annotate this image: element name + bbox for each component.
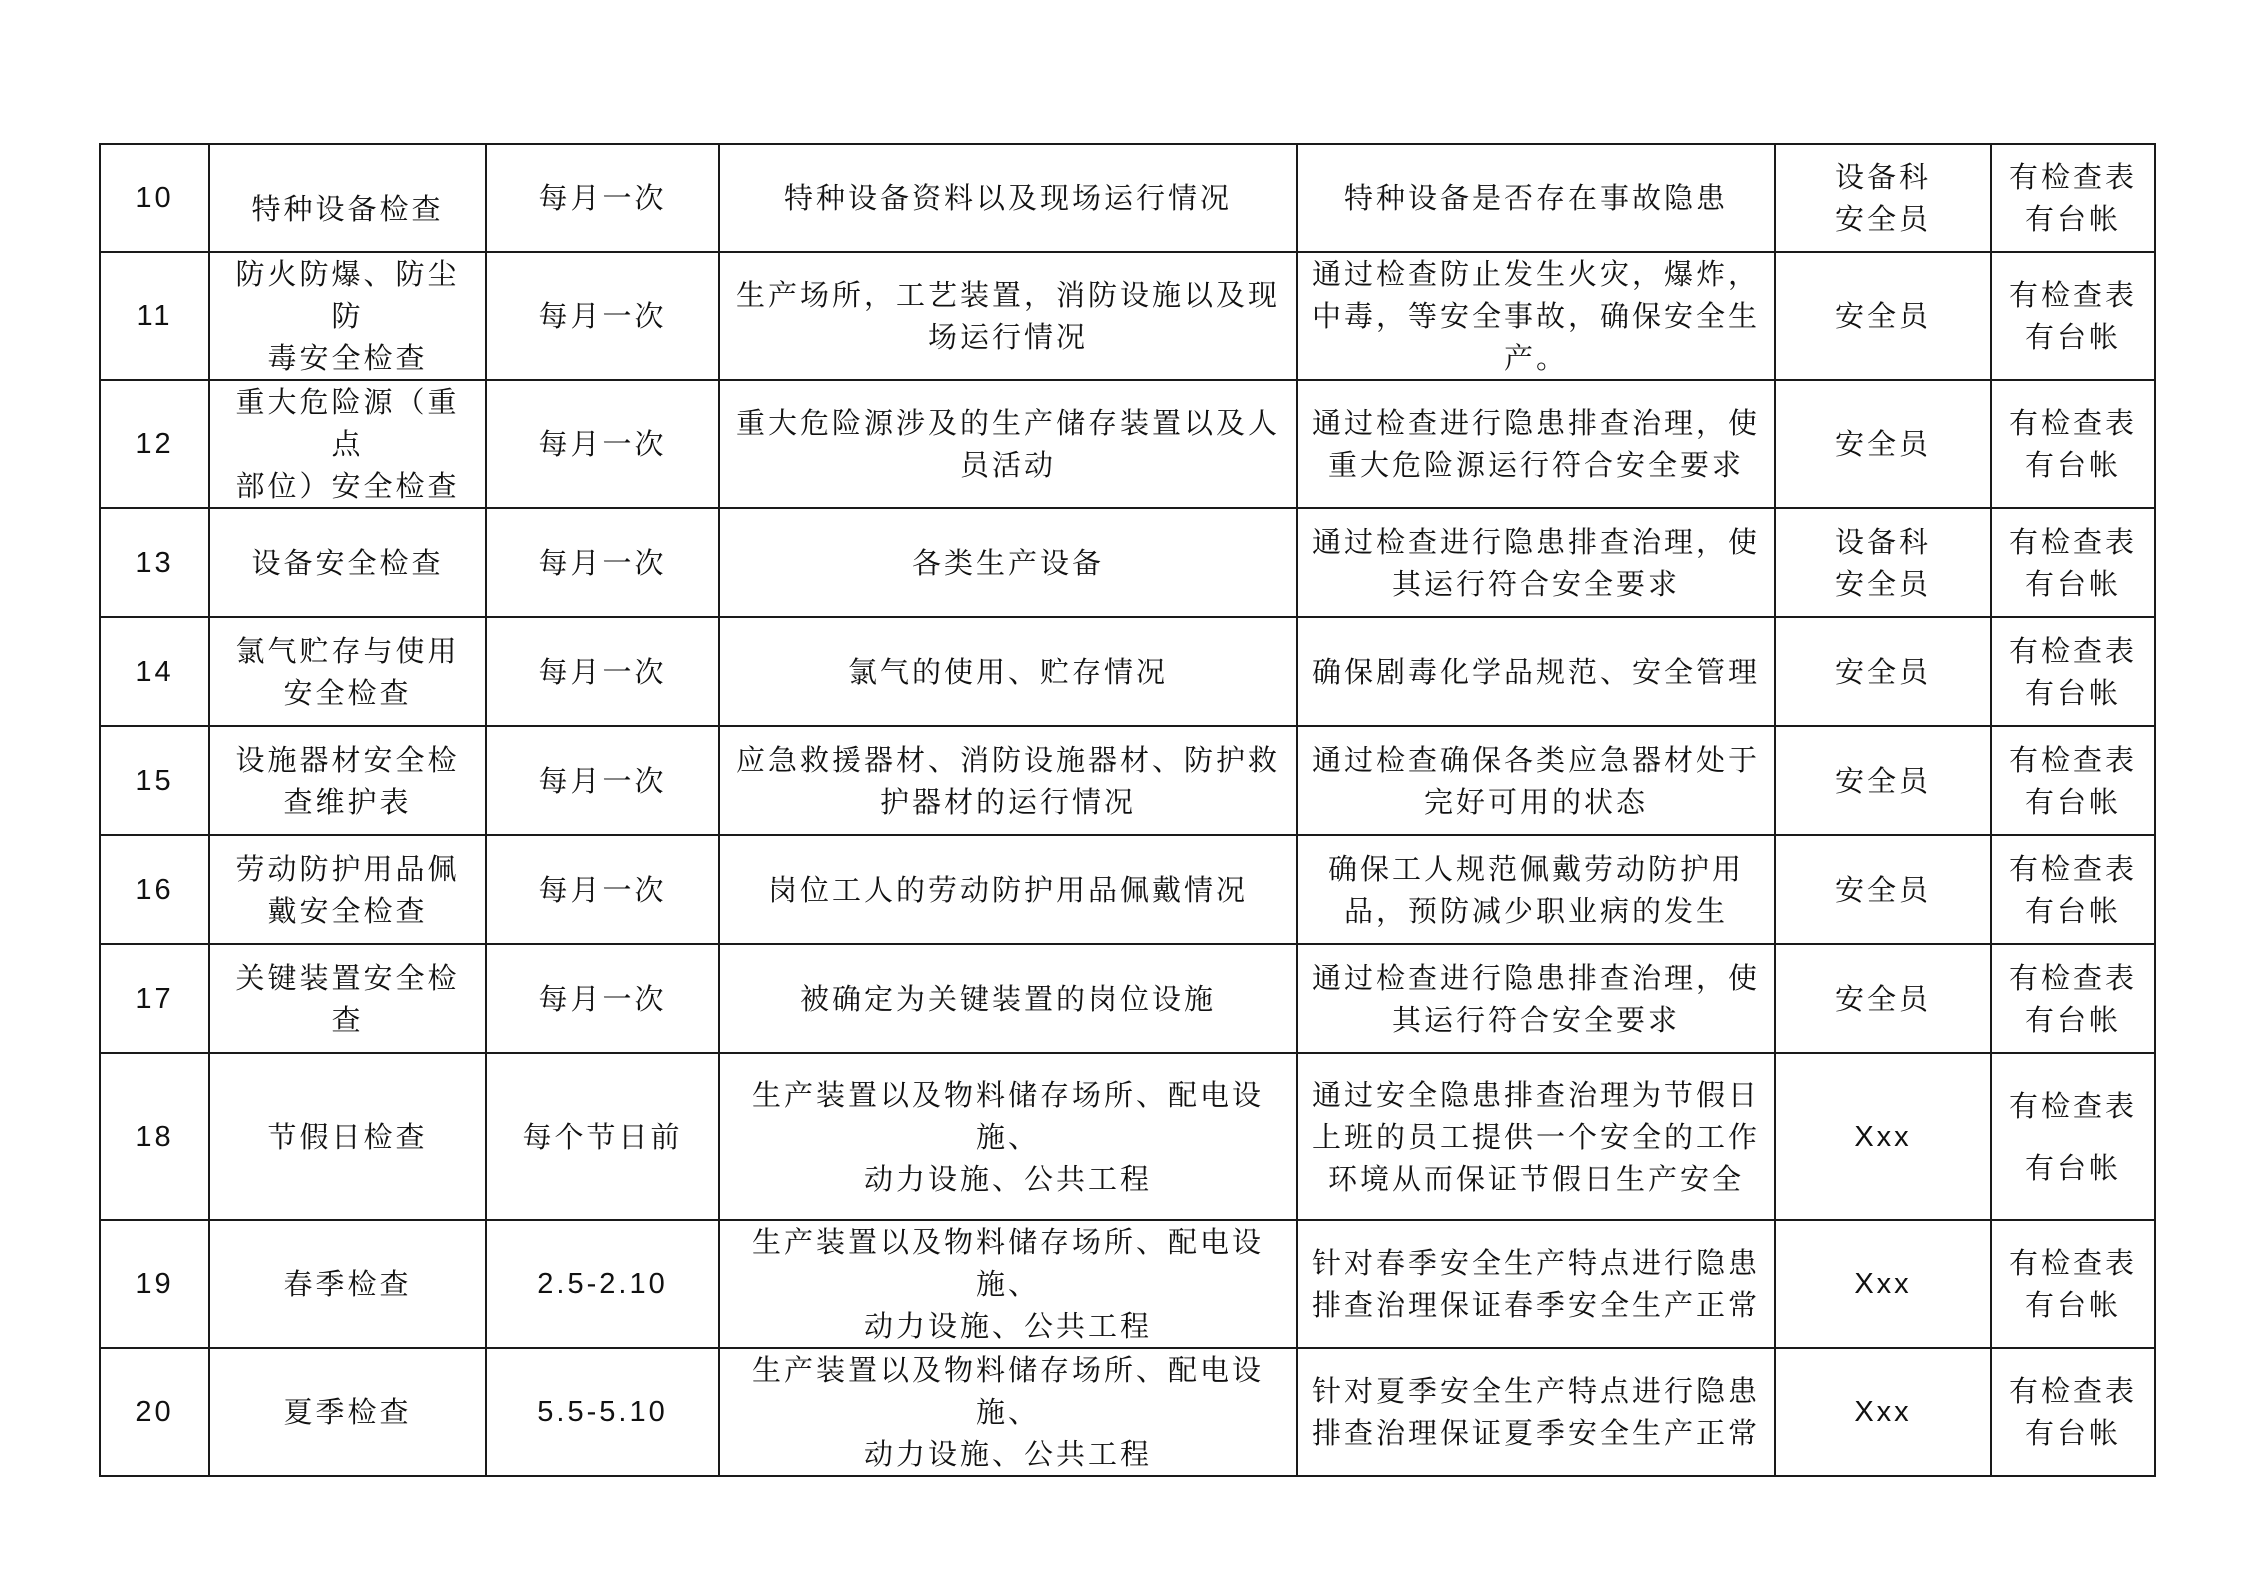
frequency-cell: 每月一次 <box>486 380 719 508</box>
table-row <box>100 1348 2155 1476</box>
row-number-cell: 14 <box>100 617 209 726</box>
frequency-cell: 每月一次 <box>486 944 719 1053</box>
inspection-item-cell: 节假日检查 <box>209 1053 486 1220</box>
responsible-cell: 设备科 安全员 <box>1775 508 1991 617</box>
purpose-cell: 针对春季安全生产特点进行隐患 排查治理保证春季安全生产正常 <box>1297 1220 1775 1348</box>
row-number-cell: 20 <box>100 1348 209 1476</box>
record-cell: 有检查表 有台帐 <box>1991 726 2155 835</box>
frequency-cell: 每月一次 <box>486 835 719 944</box>
table-row <box>100 508 2155 617</box>
frequency-cell: 每月一次 <box>486 617 719 726</box>
scope-cell: 生产装置以及物料储存场所、配电设施、 动力设施、公共工程 <box>719 1053 1297 1220</box>
purpose-cell: 通过检查确保各类应急器材处于 完好可用的状态 <box>1297 726 1775 835</box>
inspection-item-cell: 劳动防护用品佩 戴安全检查 <box>209 835 486 944</box>
inspection-item-cell: 关键装置安全检 查 <box>209 944 486 1053</box>
record-cell: 有检查表 有台帐 <box>1991 144 2155 252</box>
row-number-cell: 16 <box>100 835 209 944</box>
frequency-cell: 每月一次 <box>486 508 719 617</box>
purpose-cell: 确保工人规范佩戴劳动防护用 品，预防减少职业病的发生 <box>1297 835 1775 944</box>
inspection-item-cell: 氯气贮存与使用 安全检查 <box>209 617 486 726</box>
scope-cell: 生产装置以及物料储存场所、配电设施、 动力设施、公共工程 <box>719 1220 1297 1348</box>
responsible-cell: 安全员 <box>1775 617 1991 726</box>
purpose-cell: 通过检查进行隐患排查治理，使 其运行符合安全要求 <box>1297 944 1775 1053</box>
table-body <box>100 144 2155 1476</box>
table-row <box>100 1053 2155 1220</box>
table-row <box>100 835 2155 944</box>
responsible-cell: Xxx <box>1775 1053 1991 1220</box>
row-number-cell: 19 <box>100 1220 209 1348</box>
frequency-cell: 每个节日前 <box>486 1053 719 1220</box>
record-cell: 有检查表 有台帐 <box>1991 617 2155 726</box>
row-number-cell: 10 <box>100 144 209 252</box>
record-cell: 有检查表 有台帐 <box>1991 944 2155 1053</box>
row-number-cell: 17 <box>100 944 209 1053</box>
record-cell: 有检查表 有台帐 <box>1991 835 2155 944</box>
row-number-cell: 15 <box>100 726 209 835</box>
frequency-cell: 2.5-2.10 <box>486 1220 719 1348</box>
purpose-cell: 通过安全隐患排查治理为节假日 上班的员工提供一个安全的工作 环境从而保证节假日生产安全 <box>1297 1053 1775 1220</box>
row-number-cell: 13 <box>100 508 209 617</box>
inspection-item-cell: 特种设备检查 <box>209 144 486 252</box>
scope-cell: 生产装置以及物料储存场所、配电设施、 动力设施、公共工程 <box>719 1348 1297 1476</box>
row-number-cell: 11 <box>100 252 209 380</box>
inspection-item-cell: 防火防爆、防尘防 毒安全检查 <box>209 252 486 380</box>
record-cell: 有检查表 有台帐 <box>1991 1348 2155 1476</box>
record-cell: 有检查表 有台帐 <box>1991 252 2155 380</box>
table-row <box>100 726 2155 835</box>
scope-cell: 重大危险源涉及的生产储存装置以及人 员活动 <box>719 380 1297 508</box>
inspection-item-cell: 设备安全检查 <box>209 508 486 617</box>
record-cell: 有检查表 有台帐 <box>1991 508 2155 617</box>
inspection-item-cell: 春季检查 <box>209 1220 486 1348</box>
inspection-item-cell: 设施器材安全检 查维护表 <box>209 726 486 835</box>
record-cell: 有检查表 有台帐 <box>1991 1220 2155 1348</box>
document-page <box>99 143 2156 1477</box>
scope-cell: 特种设备资料以及现场运行情况 <box>719 144 1297 252</box>
inspection-item-cell: 重大危险源（重点 部位）安全检查 <box>209 380 486 508</box>
responsible-cell: 安全员 <box>1775 835 1991 944</box>
table-row <box>100 252 2155 380</box>
responsible-cell: 安全员 <box>1775 726 1991 835</box>
responsible-cell: Xxx <box>1775 1348 1991 1476</box>
frequency-cell: 每月一次 <box>486 726 719 835</box>
responsible-cell: 安全员 <box>1775 252 1991 380</box>
purpose-cell: 确保剧毒化学品规范、安全管理 <box>1297 617 1775 726</box>
purpose-cell: 针对夏季安全生产特点进行隐患 排查治理保证夏季安全生产正常 <box>1297 1348 1775 1476</box>
scope-cell: 被确定为关键装置的岗位设施 <box>719 944 1297 1053</box>
row-number-cell: 12 <box>100 380 209 508</box>
record-cell: 有检查表 有台帐 <box>1991 380 2155 508</box>
scope-cell: 岗位工人的劳动防护用品佩戴情况 <box>719 835 1297 944</box>
responsible-cell: 安全员 <box>1775 380 1991 508</box>
frequency-cell: 每月一次 <box>486 252 719 380</box>
purpose-cell: 通过检查防止发生火灾，爆炸， 中毒，等安全事故，确保安全生 产。 <box>1297 252 1775 380</box>
table-row <box>100 380 2155 508</box>
responsible-cell: 安全员 <box>1775 944 1991 1053</box>
table-row <box>100 144 2155 252</box>
table-row <box>100 944 2155 1053</box>
purpose-cell: 特种设备是否存在事故隐患 <box>1297 144 1775 252</box>
scope-cell: 氯气的使用、贮存情况 <box>719 617 1297 726</box>
frequency-cell: 每月一次 <box>486 144 719 252</box>
purpose-cell: 通过检查进行隐患排查治理，使 重大危险源运行符合安全要求 <box>1297 380 1775 508</box>
row-number-cell: 18 <box>100 1053 209 1220</box>
purpose-cell: 通过检查进行隐患排查治理，使 其运行符合安全要求 <box>1297 508 1775 617</box>
safety-inspection-table <box>99 143 2156 1477</box>
responsible-cell: 设备科 安全员 <box>1775 144 1991 252</box>
scope-cell: 各类生产设备 <box>719 508 1297 617</box>
responsible-cell: Xxx <box>1775 1220 1991 1348</box>
inspection-item-cell: 夏季检查 <box>209 1348 486 1476</box>
table-row <box>100 617 2155 726</box>
scope-cell: 应急救援器材、消防设施器材、防护救 护器材的运行情况 <box>719 726 1297 835</box>
record-cell: 有检查表 有台帐 <box>1991 1053 2155 1220</box>
frequency-cell: 5.5-5.10 <box>486 1348 719 1476</box>
scope-cell: 生产场所，工艺装置，消防设施以及现 场运行情况 <box>719 252 1297 380</box>
table-row <box>100 1220 2155 1348</box>
